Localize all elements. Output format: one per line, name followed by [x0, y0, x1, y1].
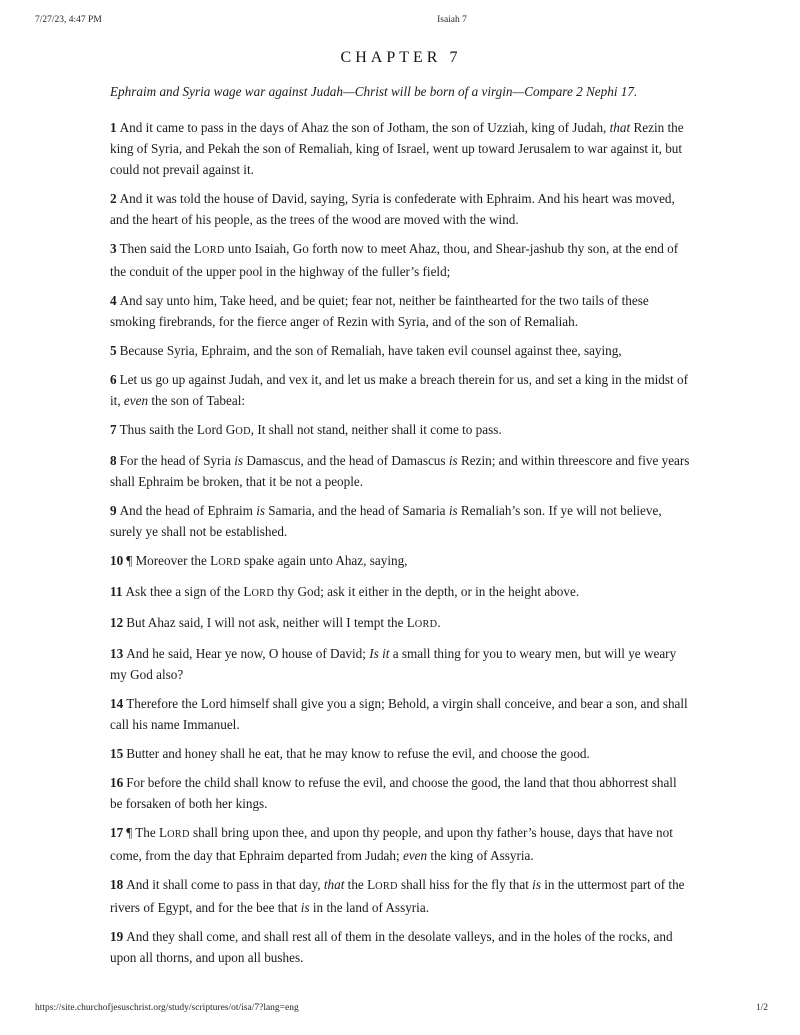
verse-text-segment: is [532, 877, 541, 892]
verse-number: 3 [110, 241, 117, 256]
verses-container [110, 117, 692, 968]
verse-text-segment: Samaria, and the head of Samaria [265, 503, 449, 518]
verse-text-segment: But Ahaz said, I will not ask, neither will I tempt the L [126, 615, 415, 630]
verse-text-segment: Because Syria, Ephraim, and the son of Remaliah, have taken evil counsel against thee, saying, [119, 343, 622, 358]
verse-text-segment: the son of Tabeal: [148, 393, 246, 408]
verse-18 [110, 874, 692, 918]
verse-text-segment: unto Isaiah, Go forth now to meet Ahaz, thou, and Shear-jashub thy son, at the end of the conduit of the upper pool in the highway of the fuller’s field; [110, 241, 679, 279]
verse-number: 13 [110, 646, 124, 661]
verse-text-segment: For the head of Syria [119, 453, 235, 468]
verse-text-segment: Damascus, and the head of Damascus [243, 453, 449, 468]
verse-text-segment: Thus saith the Lord G [119, 422, 236, 437]
verse-9 [110, 500, 692, 542]
verse-number: 19 [110, 929, 124, 944]
verse-text-segment: And he said, Hear ye now, O house of David; [126, 646, 370, 661]
verse-number: 6 [110, 372, 117, 387]
verse-text-segment: , It shall not stand, neither shall it come to pass. [250, 422, 502, 437]
verse-text-segment: And it was told the house of David, saying, Syria is confederate with Ephraim. And his heart was moved, and the heart of his people, as the trees of the wood are moved with the wind. [110, 191, 675, 227]
chapter-title: CHAPTER 7 [340, 49, 462, 66]
verse-text-segment: a small thing for you to weary men, but will ye weary my God also? [110, 646, 677, 682]
verse-text-segment: . [437, 615, 441, 630]
verse-number: 4 [110, 293, 117, 308]
verse-8 [110, 450, 692, 492]
verse-15 [110, 743, 692, 764]
verse-1 [110, 117, 692, 180]
verse-text-segment: is [448, 453, 458, 468]
verse-text-segment: Is it [369, 646, 390, 661]
verse-text-segment: is [234, 453, 244, 468]
verse-number: 9 [110, 503, 117, 518]
verse-text-segment: shall bring upon thee, and upon thy people, and upon thy father’s house, days that have not come, from the day that Ephraim departed from Judah; [110, 825, 673, 863]
verse-6 [110, 369, 692, 411]
verse-2 [110, 188, 692, 230]
verse-text-segment: that [609, 120, 631, 135]
verse-text-segment: ORD [375, 881, 398, 892]
verse-text-segment: ¶ Moreover the L [126, 553, 219, 568]
verse-text-segment: ORD [251, 588, 275, 599]
verse-number: 18 [110, 877, 124, 892]
verse-text-segment: shall hiss for the fly that [397, 877, 533, 892]
verse-4 [110, 290, 692, 332]
verse-3 [110, 238, 692, 282]
verse-19 [110, 926, 692, 968]
verse-14 [110, 693, 692, 735]
verse-number: 1 [110, 120, 117, 135]
verse-number: 17 [110, 825, 124, 840]
verse-text-segment: ORD [414, 619, 438, 630]
verse-text-segment: thy God; ask it either in the depth, or in the height above. [274, 584, 580, 599]
verse-text-segment: the king of Assyria. [427, 848, 534, 863]
verse-text-segment: Therefore the Lord himself shall give you a sign; Behold, a virgin shall conceive, and bear a son, and shall call his name Immanuel. [110, 696, 688, 732]
verse-text-segment: is [300, 900, 310, 915]
verse-number: 10 [110, 553, 124, 568]
verse-text-segment: And it came to pass in the days of Ahaz the son of Jotham, the son of Uzziah, king of Judah, [119, 120, 610, 135]
verse-text-segment: ¶ The L [126, 825, 168, 840]
verse-number: 5 [110, 343, 117, 358]
verse-7 [110, 419, 692, 442]
verse-17 [110, 822, 692, 866]
verse-text-segment: Butter and honey shall he eat, that he may know to refuse the evil, and choose the good. [126, 746, 590, 761]
verse-text-segment: that [323, 877, 345, 892]
verse-10 [110, 550, 692, 573]
verse-text-segment: And it shall come to pass in that day, [126, 877, 324, 892]
verse-number: 12 [110, 615, 124, 630]
verse-text-segment: Rezin the king of Syria, and Pekah the son of Remaliah, king of Israel, went up toward Jerusalem to war against it, but could not prevail against it. [110, 120, 684, 177]
verse-number: 2 [110, 191, 117, 206]
verse-number: 8 [110, 453, 117, 468]
verse-16 [110, 772, 692, 814]
verse-number: 11 [110, 584, 123, 599]
verse-11 [110, 581, 692, 604]
verse-text-segment: Rezin; and within threescore and five years shall Ephraim be broken, that it be not a people. [110, 453, 690, 489]
verse-text-segment: OD [235, 426, 251, 437]
print-header-datetime: 7/27/23, 4:47 PM [35, 15, 102, 25]
print-footer-url: https://site.churchofjesuschrist.org/study/scriptures/ot/isa/7?lang=eng [35, 1003, 299, 1013]
verse-text-segment: Ask thee a sign of the L [125, 584, 252, 599]
verse-number: 15 [110, 746, 124, 761]
verse-text-segment: And the head of Ephraim [119, 503, 257, 518]
scripture-content [110, 48, 692, 976]
verse-12 [110, 612, 692, 635]
verse-text-segment: in the uttermost part of the rivers of Egypt, and for the bee that [110, 877, 685, 915]
verse-text-segment: And they shall come, and shall rest all of them in the desolate valleys, and in the holes of the rocks, and upon all thorns, and upon all bushes. [110, 929, 673, 965]
chapter-summary: Ephraim and Syria wage war against Judah—Christ will be born of a virgin—Compare 2 Nephi 17. [110, 84, 638, 99]
verse-text-segment: even [402, 848, 428, 863]
verse-text-segment: even [123, 393, 149, 408]
verse-text-segment: in the land of Assyria. [309, 900, 429, 915]
verse-text-segment: ORD [202, 245, 225, 256]
verse-text-segment: ORD [218, 557, 241, 568]
verse-5 [110, 340, 692, 361]
verse-text-segment: Remaliah’s son. If ye will not believe, surely ye shall not be established. [110, 503, 662, 539]
verse-13 [110, 643, 692, 685]
verse-text-segment: For before the child shall know to refuse the evil, and choose the good, the land that thou abhorrest shall be forsaken of both her kings. [110, 775, 677, 811]
verse-text-segment: is [256, 503, 265, 518]
verse-text-segment: is [448, 503, 458, 518]
print-footer-page-indicator: 1/2 [755, 1003, 768, 1013]
verse-text-segment: Then said the L [119, 241, 202, 256]
verse-text-segment: spake again unto Ahaz, saying, [240, 553, 408, 568]
verse-text-segment: And say unto him, Take heed, and be quiet; fear not, neither be fainthearted for the two tails of these smoking firebrands, for the fierce anger of Rezin with Syria, and of the son of Remaliah. [110, 293, 649, 329]
verse-number: 7 [110, 422, 117, 437]
verse-text-segment: Let us go up against Judah, and vex it, and let us make a breach therein for us, and set a king in the midst of it, [110, 372, 688, 408]
verse-number: 14 [110, 696, 124, 711]
print-header-doc-title: Isaiah 7 [437, 15, 467, 25]
verse-number: 16 [110, 775, 124, 790]
verse-text-segment: ORD [167, 829, 190, 840]
verse-text-segment: the L [344, 877, 376, 892]
